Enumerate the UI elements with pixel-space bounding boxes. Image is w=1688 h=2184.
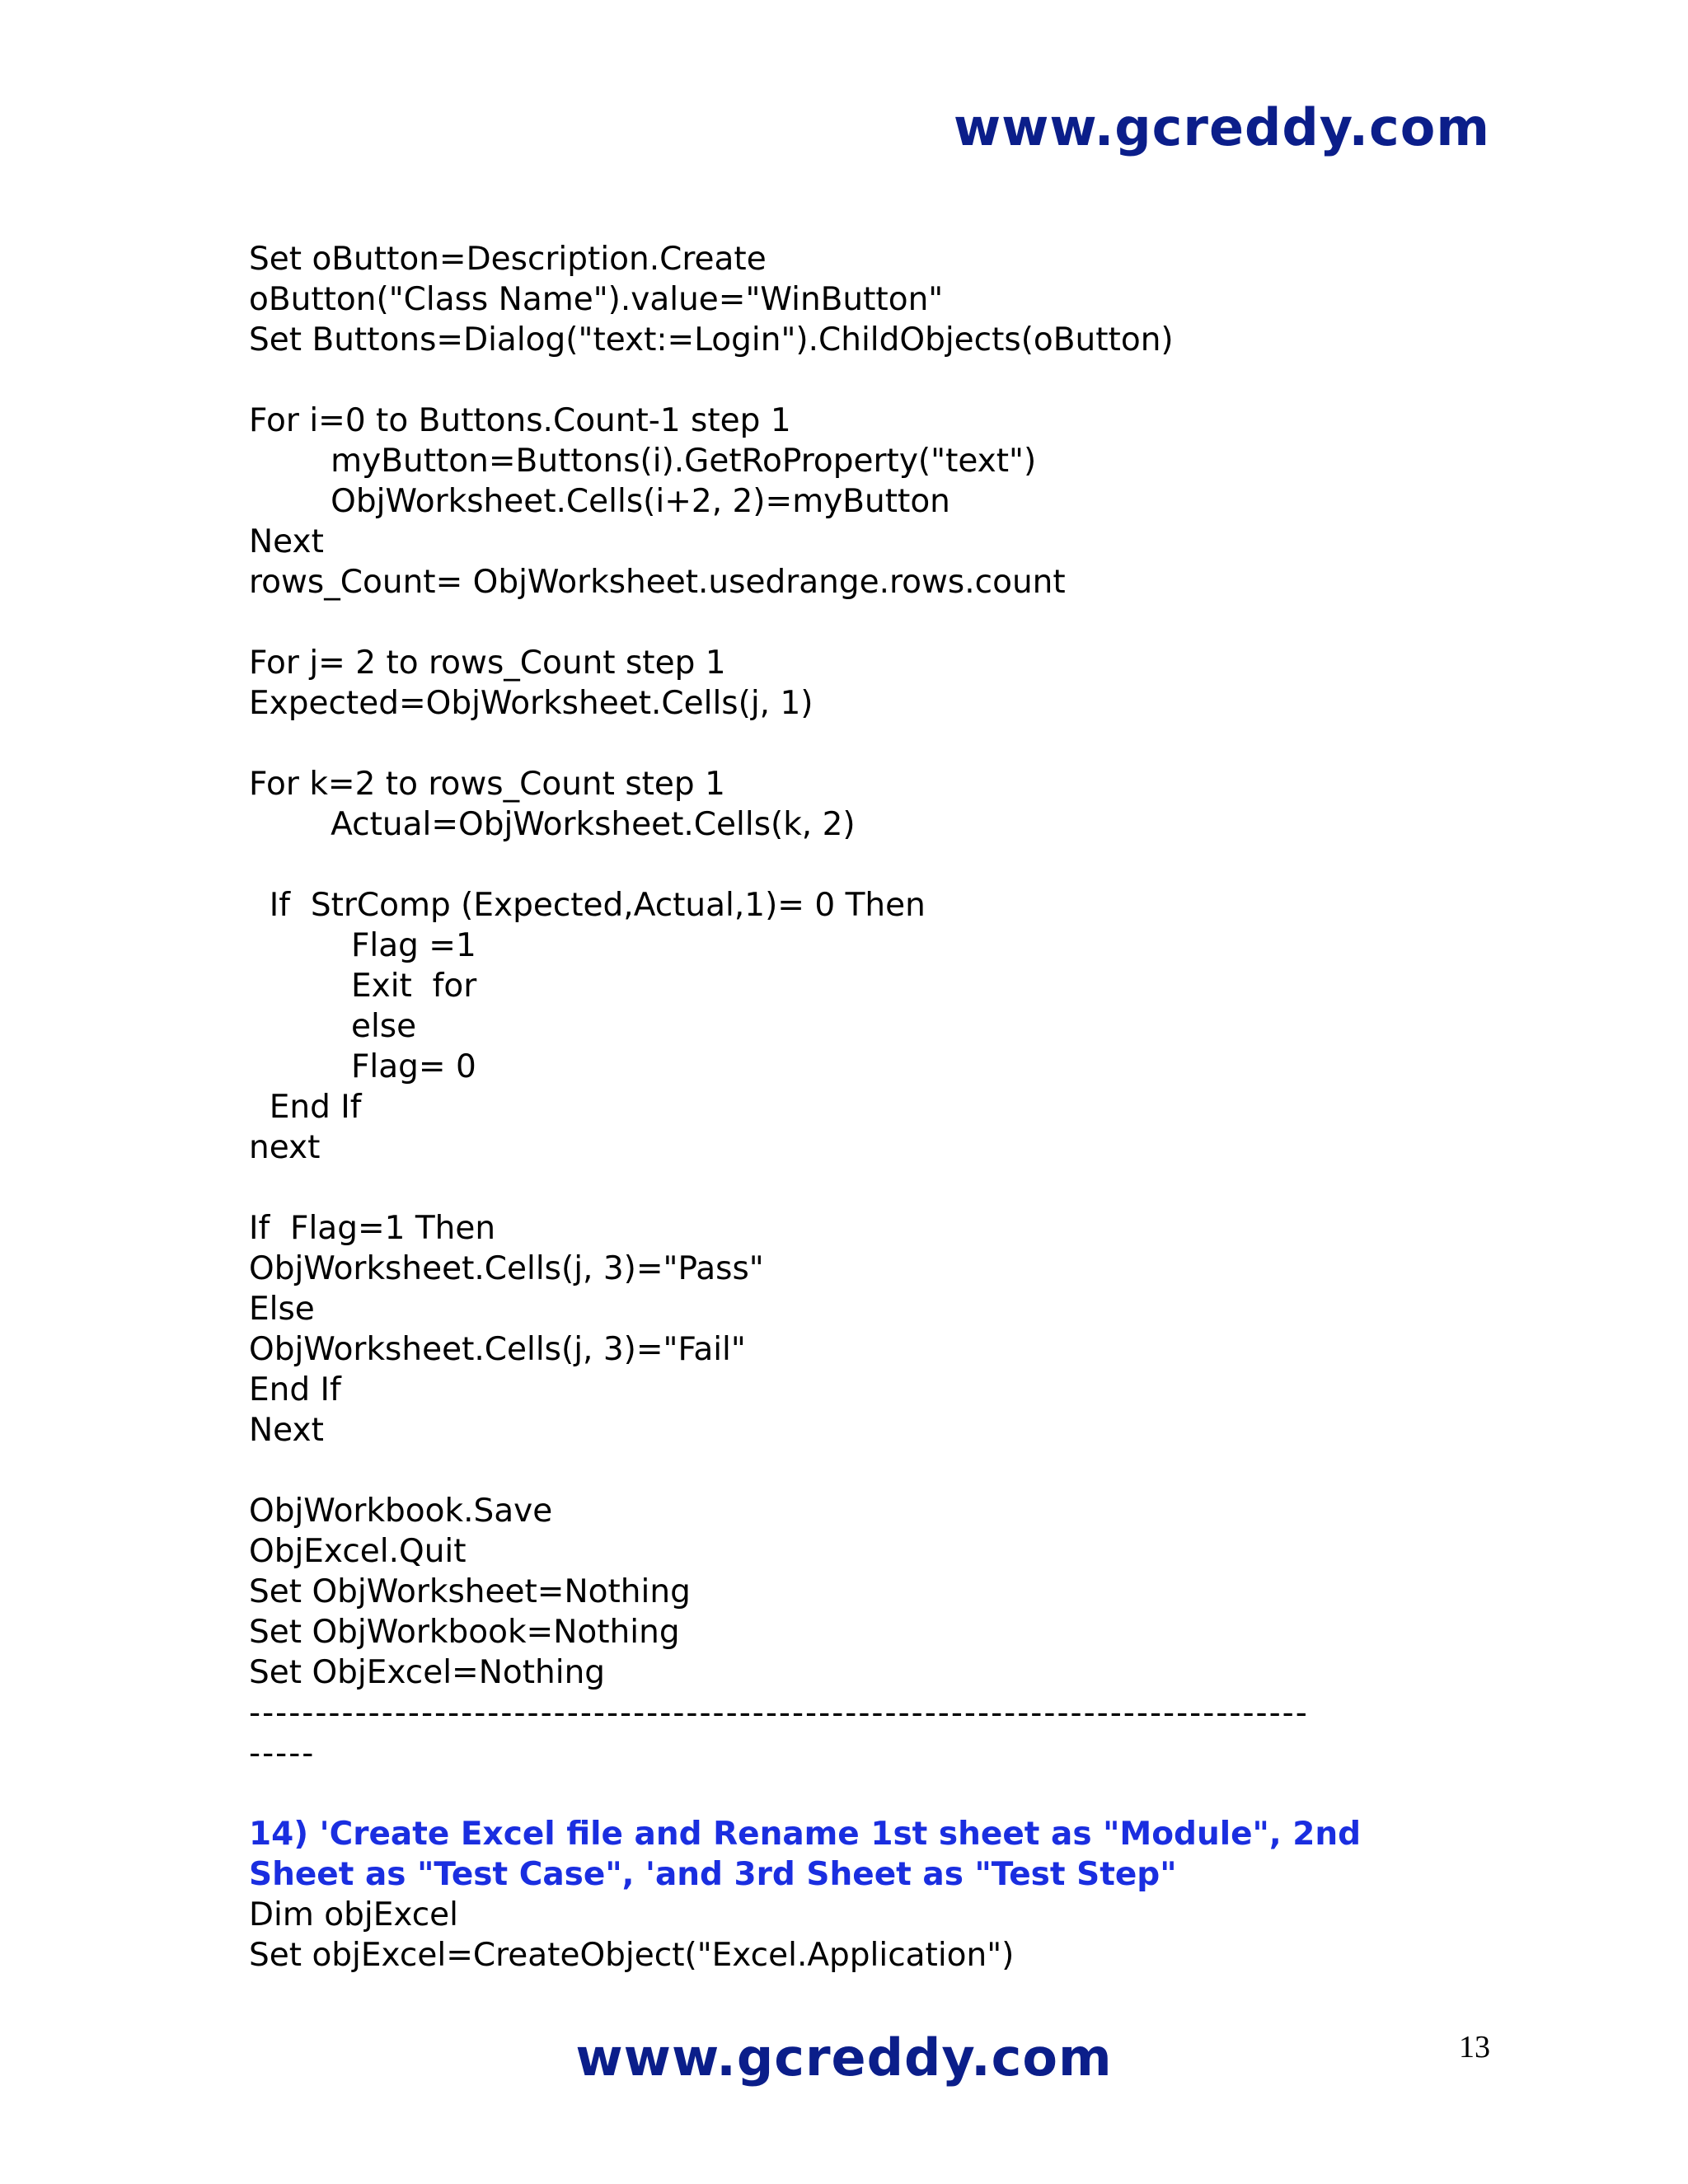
code-line: ObjWorkbook.Save xyxy=(249,1493,553,1530)
code-line: ObjWorksheet.Cells(i+2, 2)=myButton xyxy=(249,483,950,520)
code-line: Set objExcel=CreateObject("Excel.Application") xyxy=(249,1937,1015,1974)
header-site-url: www.gcreddy.com xyxy=(953,97,1490,157)
code-line: For j= 2 to rows_Count step 1 xyxy=(249,644,726,682)
code-line xyxy=(249,602,1485,643)
code-listing xyxy=(249,239,1485,1975)
code-line: Actual=ObjWorksheet.Cells(k, 2) xyxy=(249,806,856,843)
code-line: End If xyxy=(249,1089,362,1126)
code-line: End If xyxy=(249,1371,341,1408)
code-line: Set ObjExcel=Nothing xyxy=(249,1654,606,1691)
code-line: Next xyxy=(249,523,324,560)
code-line: Expected=ObjWorksheet.Cells(j, 1) xyxy=(249,685,814,722)
code-line: Next xyxy=(249,1412,324,1449)
code-line: For k=2 to rows_Count step 1 xyxy=(249,766,725,803)
code-line: ObjWorksheet.Cells(j, 3)="Pass" xyxy=(249,1250,764,1287)
code-line xyxy=(249,360,1485,401)
code-line: myButton=Buttons(i).GetRoProperty("text") xyxy=(249,443,1037,480)
code-line: Set Buttons=Dialog("text:=Login").ChildObjects(oButton) xyxy=(249,321,1174,359)
code-line: Flag= 0 xyxy=(249,1048,476,1085)
code-line: Set ObjWorksheet=Nothing xyxy=(249,1573,691,1610)
spacer xyxy=(249,1774,1485,1814)
section-heading-continued: Sheet as "Test Case", 'and 3rd Sheet as "Test Step" xyxy=(249,1856,1177,1893)
page-number: 13 xyxy=(1459,2030,1490,2064)
footer-site-url: www.gcreddy.com xyxy=(575,2027,1113,2088)
separator-dashes-continued: ----- xyxy=(249,1735,316,1772)
code-line: Set ObjWorkbook=Nothing xyxy=(249,1614,680,1651)
code-line xyxy=(249,1451,1485,1491)
code-line: oButton("Class Name").value="WinButton" xyxy=(249,281,944,318)
code-line: If Flag=1 Then xyxy=(249,1210,496,1247)
code-line: ObjExcel.Quit xyxy=(249,1533,467,1570)
code-line xyxy=(249,1168,1485,1208)
code-line: Else xyxy=(249,1291,315,1328)
code-line: If StrComp (Expected,Actual,1)= 0 Then xyxy=(249,887,926,924)
code-line: Set oButton=Description.Create xyxy=(249,241,767,278)
code-line: Exit for xyxy=(249,968,477,1005)
code-line: ObjWorksheet.Cells(j, 3)="Fail" xyxy=(249,1331,746,1368)
section-heading: 14) 'Create Excel file and Rename 1st sheet as "Module", 2nd xyxy=(249,1816,1362,1853)
code-line: Dim objExcel xyxy=(249,1896,459,1933)
code-line: For i=0 to Buttons.Count-1 step 1 xyxy=(249,402,791,439)
code-line xyxy=(249,845,1485,885)
code-line: rows_Count= ObjWorksheet.usedrange.rows.count xyxy=(249,564,1066,601)
code-line: next xyxy=(249,1129,321,1166)
code-line: Flag =1 xyxy=(249,927,476,964)
code-line: else xyxy=(249,1008,417,1045)
code-line xyxy=(249,724,1485,764)
separator-dashes: -------------------------------------------------------------------------------- xyxy=(249,1694,1309,1732)
